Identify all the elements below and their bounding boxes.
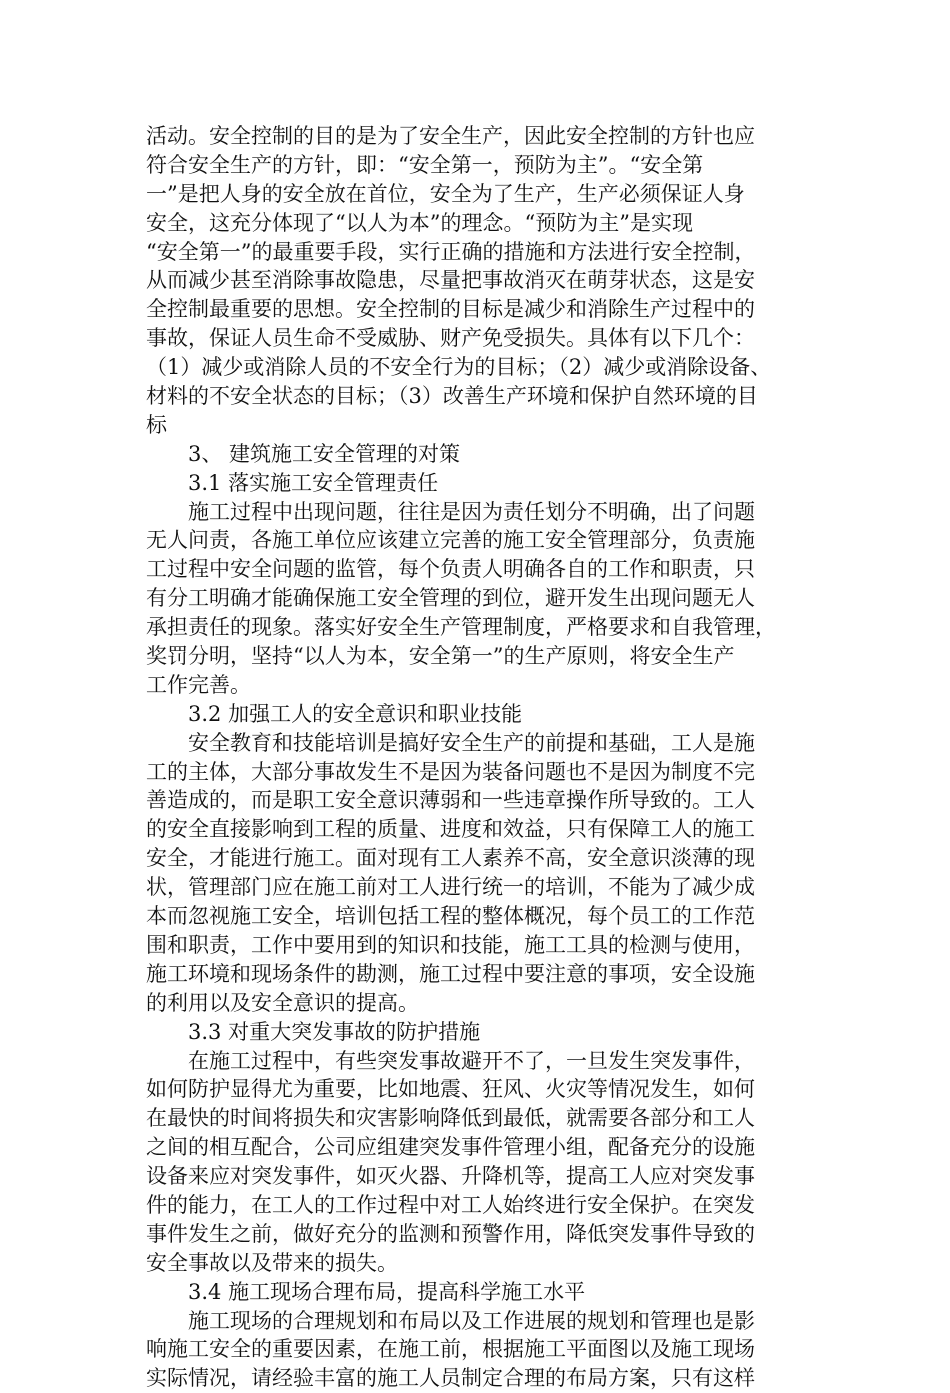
text-line: 3.2 加强工人的安全意识和职业技能: [188, 701, 523, 726]
text-line: 施工环境和现场条件的勘测，施工过程中要注意的事项，安全设施: [146, 961, 755, 986]
text-line: 本而忽视施工安全，培训包括工程的整体概况，每个员工的工作范: [146, 904, 755, 929]
text-line: 实际情况，请经验丰富的施工人员制定合理的布局方案，只有这样: [146, 1366, 755, 1391]
text-line: 工过程中安全问题的监管，每个负责人明确各自的工作和职责，只: [146, 557, 755, 582]
text-line: 善造成的，而是职工安全意识薄弱和一些违章操作所导致的。工人: [146, 788, 755, 813]
text-line: 在最快的时间将损失和灾害影响降低到最低，就需要各部分和工人: [146, 1106, 755, 1131]
text-line: 活动。安全控制的目的是为了安全生产，因此安全控制的方针也应: [146, 124, 755, 148]
text-line: 围和职责，工作中要用到的知识和技能，施工工具的检测与使用，: [146, 932, 755, 957]
text-line: 材料的不安全状态的目标；（3）改善生产环境和保护自然环境的目: [146, 384, 758, 409]
text-line: 的利用以及安全意识的提高。: [146, 990, 419, 1015]
text-line: 承担责任的现象。落实好安全生产管理制度，严格要求和自我管理，: [146, 615, 776, 640]
text-line: 工的主体，大部分事故发生不是因为装备问题也不是因为制度不完: [146, 759, 755, 784]
text-line: 3.1 落实施工安全管理责任: [188, 470, 439, 495]
text-line: 的安全直接影响到工程的质量、进度和效益，只有保障工人的施工: [146, 817, 755, 842]
text-line: 无人问责，各施工单位应该建立完善的施工安全管理部分，负责施: [146, 528, 755, 553]
text-line: 在施工过程中，有些突发事故避开不了，一旦发生突发事件，: [188, 1048, 755, 1073]
text-line: 状，管理部门应在施工前对工人进行统一的培训，不能为了减少成: [146, 875, 755, 900]
text-line: 3.4 施工现场合理布局，提高科学施工水平: [188, 1279, 586, 1304]
document-body: [146, 122, 806, 1393]
text-line: 工作完善。: [146, 672, 251, 697]
text-line: 如何防护显得尤为重要，比如地震、狂风、火灾等情况发生，如何: [146, 1077, 755, 1102]
text-line: 响施工安全的重要因素，在施工前，根据施工平面图以及施工现场: [146, 1337, 755, 1362]
text-line: （1）减少或消除人员的不安全行为的目标；（2）减少或消除设备、: [146, 355, 772, 380]
text-line: 符合安全生产的方针，即：“安全第一，预防为主”。“安全第: [146, 152, 704, 177]
text-line: 事故，保证人员生命不受威胁、财产免受损失。具体有以下几个：: [146, 326, 755, 351]
text-line: 施工过程中出现问题，往往是因为责任划分不明确，出了问题: [188, 499, 755, 524]
text-line: 安全，这充分体现了“以人为本”的理念。“预防为主”是实现: [146, 210, 693, 235]
text-line: 有分工明确才能确保施工安全管理的到位，避开发生出现问题无人: [146, 586, 755, 611]
text-line: 3.3 对重大突发事故的防护措施: [188, 1019, 481, 1044]
text-line: 设备来应对突发事件，如灭火器、升降机等，提高工人应对突发事: [146, 1164, 755, 1189]
text-line: 一”是把人身的安全放在首位，安全为了生产，生产必须保证人身: [146, 181, 745, 206]
text-line: 奖罚分明，坚持“以人为本，安全第一”的生产原则，将安全生产: [146, 644, 735, 669]
text-line: 3、 建筑施工安全管理的对策: [188, 441, 461, 466]
text-line: 之间的相互配合，公司应组建突发事件管理小组，配备充分的设施: [146, 1135, 755, 1160]
text-line: 安全教育和技能培训是搞好安全生产的前提和基础，工人是施: [188, 730, 755, 755]
text-line: 标: [146, 412, 167, 437]
text-line: 全控制最重要的思想。安全控制的目标是减少和消除生产过程中的: [146, 297, 755, 322]
text-line: 安全，才能进行施工。面对现有工人素养不高，安全意识淡薄的现: [146, 846, 755, 871]
text-line: 施工现场的合理规划和布局以及工作进展的规划和管理也是影: [188, 1308, 755, 1333]
text-line: 件的能力，在工人的工作过程中对工人始终进行安全保护。在突发: [146, 1192, 755, 1217]
text-line: “安全第一”的最重要手段，实行正确的措施和方法进行安全控制，: [146, 239, 756, 264]
text-line: 安全事故以及带来的损失。: [146, 1250, 398, 1275]
text-line: 从而减少甚至消除事故隐患，尽量把事故消灭在萌芽状态，这是安: [146, 268, 755, 293]
text-line: 事件发生之前，做好充分的监测和预警作用，降低突发事件导致的: [146, 1221, 755, 1246]
